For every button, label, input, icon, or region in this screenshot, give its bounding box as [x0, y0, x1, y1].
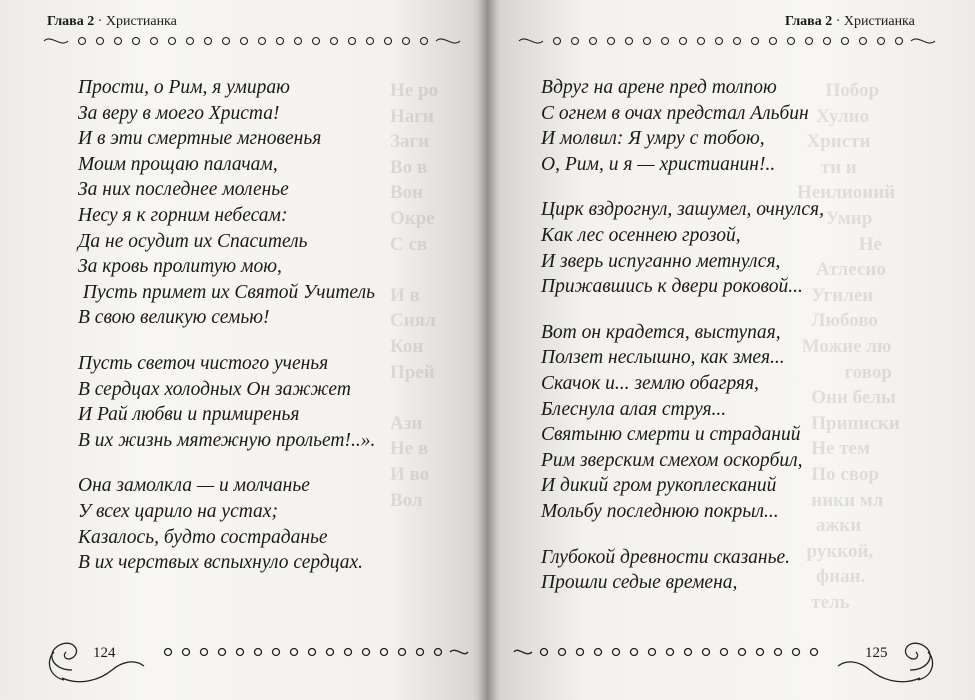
verse-line: Казалось, будто состраданье: [78, 526, 328, 548]
header-ornament: [42, 34, 462, 48]
verse-line: Моим прощаю палачам,: [78, 153, 278, 175]
verse-line: И в эти смертные мгновенья: [78, 128, 322, 150]
verse-line: И зверь испуганно метнулся,: [541, 250, 781, 272]
verse-line: Вдруг на арене пред толпою: [541, 77, 777, 98]
bleed-through-text: Не ро Наги Заги Во в Вон Окре С св И в Сиял Кон Прей Ази Не в И во Вол: [390, 80, 439, 511]
stanza-gap: [541, 300, 824, 320]
verse-line: С огнем в очах предстал Альбин: [541, 102, 809, 124]
header-ornament: [517, 34, 937, 48]
verse-line: Святыню смерти и страданий: [541, 424, 801, 446]
verse-line: Она замолкла — и молчанье: [78, 475, 310, 497]
verse-line: И Рай любви и примиренья: [78, 404, 300, 426]
verse-line: Мольбу последнюю покрыл...: [541, 500, 779, 522]
verse-line: За кровь пролитую мою,: [78, 256, 282, 278]
verse-line: В сердцах холодных Он зажжет: [78, 378, 351, 400]
left-page: [0, 0, 487, 700]
chapter-label: Глава 2: [47, 14, 95, 29]
verse-line: В свою великую семью!: [78, 307, 270, 329]
verse-line: Блеснула алая струя...: [541, 398, 727, 420]
verse-line: Прижавшись к двери роковой...: [541, 276, 803, 298]
chapter-divider: ·: [835, 14, 841, 29]
chapter-label: Глава 2: [785, 14, 833, 29]
book-spine-shadow: [478, 0, 498, 700]
verse-line: О, Рим, и я — христианин!..: [541, 153, 776, 175]
left-poem: [78, 75, 375, 576]
verse-line: Прости, о Рим, я умираю: [78, 77, 290, 98]
verse-line: Ползет неслышно, как змея...: [541, 347, 785, 369]
page-header: [785, 14, 915, 30]
verse-line: Да не осудит их Спаситель: [78, 230, 308, 252]
verse-line: В их черствых вспыхнуло сердцах.: [78, 552, 364, 574]
bleed-through-text: Побор Хулио Христи ти и Неилиоиий Умир Не Атлесио Угилеи Любово Можие лю говор Они белы Приписки Не тем По свор ники мл ажки руккой, фиан. тель: [797, 80, 900, 613]
stanza-gap: [541, 177, 824, 197]
page-header: [47, 14, 177, 30]
verse-line: Пусть примет их Святой Учитель: [78, 281, 375, 303]
verse-line: Пусть светоч чистого ученья: [78, 352, 329, 374]
verse-line: За веру в моего Христа!: [78, 102, 280, 124]
verse-line: Как лес осеннею грозой,: [541, 224, 741, 246]
verse-line: За них последнее моленье: [78, 179, 289, 201]
verse-line: В их жизнь мятежную прольет!..».: [78, 429, 376, 451]
verse-line: У всех царило на устах;: [78, 500, 278, 522]
stanza-gap: [541, 525, 824, 545]
chapter-divider: ·: [97, 14, 103, 29]
stanza-gap: [78, 331, 375, 351]
verse-line: Рим зверским смехом оскорбил,: [541, 449, 803, 471]
right-poem: [541, 75, 824, 596]
verse-line: И дикий гром рукоплесканий: [541, 475, 777, 497]
verse-line: И молвил: Я умру с тобою,: [541, 128, 765, 150]
chapter-title: Христианка: [843, 14, 915, 29]
verse-line: Вот он крадется, выступая,: [541, 321, 781, 343]
verse-line: Несу я к горним небесам:: [78, 204, 288, 226]
verse-line: Глубокой древности сказанье.: [541, 546, 791, 568]
chapter-title: Христианка: [105, 14, 177, 29]
stanza-gap: [78, 453, 375, 473]
page-number: 125: [865, 645, 888, 661]
verse-line: Скачок и... землю обагряя,: [541, 372, 759, 394]
right-page: [487, 0, 975, 700]
verse-line: Прошли седые времена,: [541, 572, 738, 594]
verse-line: Цирк вздрогнул, зашумел, очнулся,: [541, 199, 824, 221]
page-number: 124: [93, 645, 116, 661]
